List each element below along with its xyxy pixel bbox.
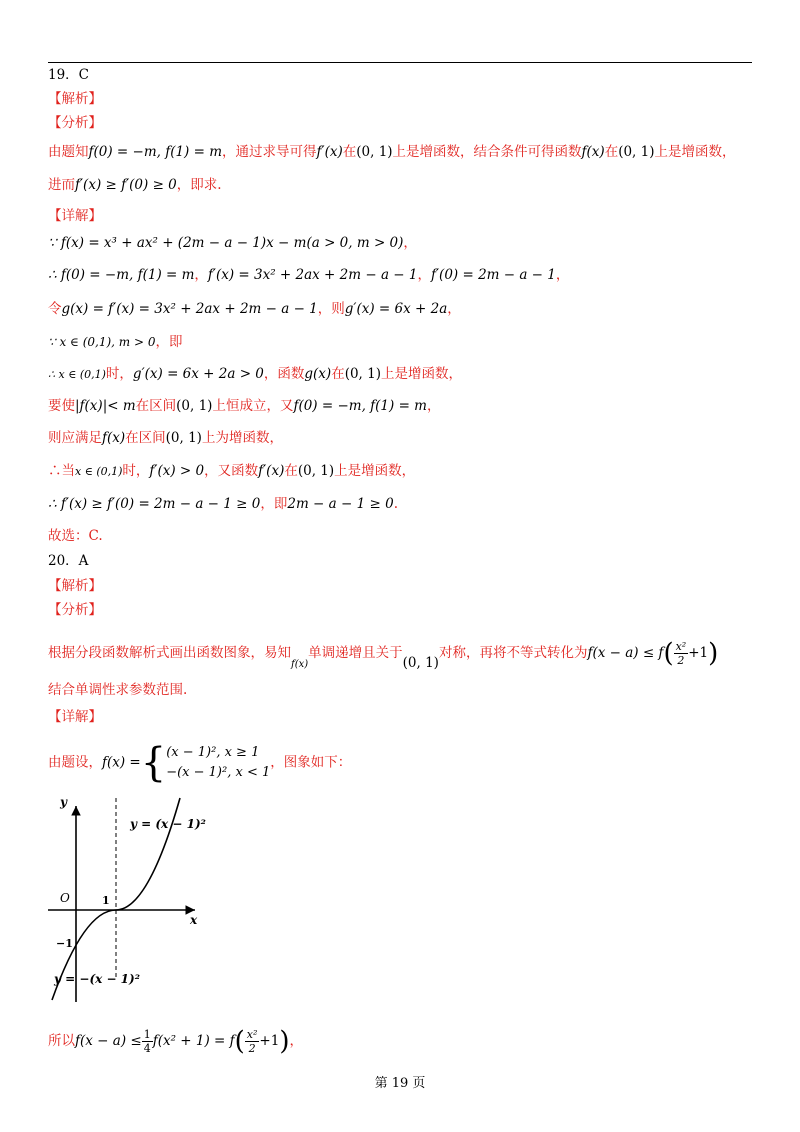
q19-number: 19．C — [48, 67, 90, 83]
q20-detail-1: 由题设，f(x) ={ (x − 1)², x ≥ 1 −(x − 1)², x < 1 ，图象如下： — [48, 740, 352, 786]
q19-answer: 故选：C. — [48, 528, 103, 544]
label-lower-curve: y = −(x − 1)² — [54, 972, 140, 986]
q19-detail-2: ∴ f(0) = −m, f(1) = m，f′(x) = 3x² + 2ax + 2m − a − 1，f′(0) = 2m − a − 1， — [48, 267, 570, 283]
q19-analysis-line2: 进而f′(x) ≥ f′(0) ≥ 0，即求. — [48, 177, 222, 193]
origin-label: O — [60, 891, 70, 905]
q19-detail-5: ∴ x ∈ (0,1)时，g′(x) = 6x + 2a > 0，函数g(x)在(0, 1)上是增函数， — [48, 366, 462, 382]
header-rule — [48, 62, 752, 63]
q19-detail-8: ∴当x ∈ (0,1)时，f′(x) > 0，又函数f′(x)在(0, 1)上是增函数， — [48, 463, 416, 479]
q19-detail-3: 令g(x) = f′(x) = 3x² + 2ax + 2m − a − 1，则g′(x) = 6x + 2a， — [48, 301, 461, 317]
q19-detail-7: 则应满足f(x)在区间(0, 1)上为增函数， — [48, 430, 283, 446]
q20-analysis-line1: 根据分段函数解析式画出函数图象，易知$_{f(x)}$单调递增且关于(0, 1)对称，再将不等式转化为f(x − a) ≤ f( $\frac{\text{x²}}{2}$ +1) — [48, 638, 719, 671]
y-axis-label: y — [60, 795, 67, 809]
tick-y-neg1: −1 — [56, 937, 73, 950]
q20-fenxi-tag: 【分析】 — [48, 602, 102, 618]
curve-lower — [52, 910, 116, 1000]
q20-jiexi-tag: 【解析】 — [48, 578, 102, 594]
q20-detail-2: 所以f(x − a) ≤ $\frac{1}{4}$ f(x² + 1) = f( $\frac{\text{x²}}{2}$ +1)， — [48, 1026, 303, 1057]
q19-analysis-line1: 由题知f(0) = −m, f(1) = m，通过求导可得f′(x)在(0, 1)上是增函数，结合条件可得函数f(x)在(0, 1)上是增函数， — [48, 144, 736, 160]
x-axis-label: x — [190, 913, 198, 927]
curve-upper — [116, 798, 180, 910]
tick-x-1: 1 — [102, 894, 110, 907]
q19-detail-6: 要使|f(x)|< m在区间(0, 1)上恒成立，又f(0) = −m, f(1) = m， — [48, 398, 441, 414]
q19-fenxi-tag: 【分析】 — [48, 115, 102, 131]
function-graph — [40, 790, 210, 1010]
page-footer: 第 19 页 — [374, 1076, 426, 1091]
q20-analysis-line2: 结合单调性求参数范围. — [48, 682, 188, 698]
q19-jiexi-tag: 【解析】 — [48, 91, 102, 107]
q19-detail-1: ∵ f(x) = x³ + ax² + (2m − a − 1)x − m(a > 0, m > 0)， — [48, 235, 417, 251]
label-upper-curve: y = (x − 1)² — [130, 817, 206, 831]
q19-xiangjie-tag: 【详解】 — [48, 208, 102, 224]
q20-number: 20．A — [48, 553, 89, 569]
q19-detail-9: ∴ f′(x) ≥ f′(0) = 2m − a − 1 ≥ 0，即2m − a − 1 ≥ 0. — [48, 496, 398, 512]
q19-detail-4: ∵ x ∈ (0,1), m > 0，即 — [48, 334, 183, 350]
q20-xiangjie-tag: 【详解】 — [48, 709, 102, 725]
